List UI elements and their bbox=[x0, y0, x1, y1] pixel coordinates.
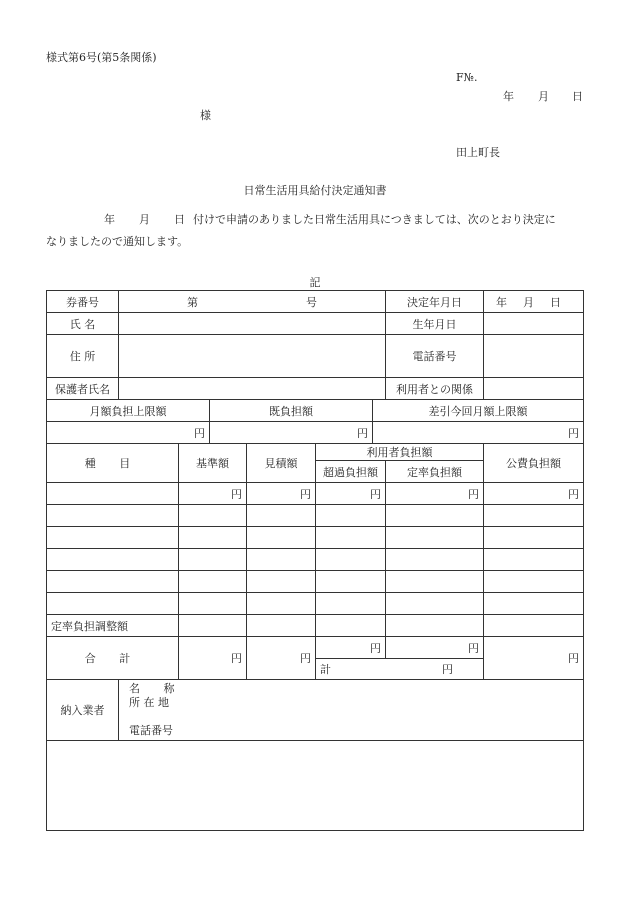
public-cell[interactable] bbox=[484, 505, 584, 527]
form-reference: 様式第6号(第5条関係) bbox=[46, 51, 157, 64]
guardian-value[interactable] bbox=[119, 378, 386, 400]
ticket-no-label: 券番号 bbox=[47, 291, 119, 313]
row-ticket bbox=[47, 291, 584, 313]
total-label: 合 計 bbox=[47, 637, 179, 680]
item-cell[interactable] bbox=[47, 527, 179, 549]
public-cell[interactable] bbox=[484, 549, 584, 571]
monthly-limit-value[interactable] bbox=[47, 422, 210, 444]
standard-cell[interactable] bbox=[179, 549, 247, 571]
decision-date-value[interactable] bbox=[484, 291, 584, 313]
yen: 円 bbox=[568, 426, 579, 440]
estimate-cell[interactable] bbox=[247, 593, 316, 615]
adjust-public[interactable] bbox=[484, 615, 584, 637]
public-cell[interactable]: 円 bbox=[484, 483, 584, 505]
header-date-month: 月 bbox=[538, 90, 549, 103]
ticket-no-value[interactable] bbox=[119, 291, 386, 313]
excess-cell[interactable]: 円 bbox=[316, 483, 386, 505]
header-date-year: 年 bbox=[503, 90, 514, 103]
fixed-rate-cell[interactable]: 円 bbox=[386, 483, 484, 505]
intro-text-line1: 付けで申請のありました日常生活用具につきましては、次のとおり決定に bbox=[193, 213, 556, 226]
row-notes bbox=[47, 741, 584, 831]
monthly-limit-label: 月額負担上限額 bbox=[47, 400, 210, 422]
estimate-label: 見積額 bbox=[247, 444, 316, 483]
item-cell[interactable] bbox=[47, 593, 179, 615]
row-adjust bbox=[47, 615, 584, 637]
fixed-rate-label: 定率負担額 bbox=[386, 461, 484, 483]
excess-cell[interactable] bbox=[316, 571, 386, 593]
intro-text-line2: なりましたので通知します。 bbox=[46, 235, 189, 248]
public-cell[interactable] bbox=[484, 593, 584, 615]
total-estimate[interactable]: 円 bbox=[247, 637, 316, 680]
adjust-label: 定率負担調整額 bbox=[47, 615, 179, 637]
item-row bbox=[47, 571, 584, 593]
address-value[interactable] bbox=[119, 335, 386, 378]
excess-label: 超過負担額 bbox=[316, 461, 386, 483]
vendor-address-label: 所 在 地 bbox=[129, 696, 169, 709]
excess-cell[interactable] bbox=[316, 505, 386, 527]
public-cell[interactable] bbox=[484, 571, 584, 593]
yen: 円 bbox=[357, 426, 368, 440]
address-label: 住 所 bbox=[47, 335, 119, 378]
item-cell[interactable] bbox=[47, 505, 179, 527]
relation-value[interactable] bbox=[484, 378, 584, 400]
fixed-rate-cell[interactable] bbox=[386, 505, 484, 527]
estimate-cell[interactable] bbox=[247, 571, 316, 593]
birth-value[interactable] bbox=[484, 313, 584, 335]
yen: 円 bbox=[194, 426, 205, 440]
item-row bbox=[47, 483, 584, 505]
row-address bbox=[47, 335, 584, 378]
standard-cell[interactable]: 円 bbox=[179, 483, 247, 505]
issuer: 田上町長 bbox=[456, 146, 500, 159]
fixed-rate-cell[interactable] bbox=[386, 593, 484, 615]
name-value[interactable] bbox=[119, 313, 386, 335]
fixed-rate-cell[interactable] bbox=[386, 549, 484, 571]
item-cell[interactable] bbox=[47, 549, 179, 571]
ki-label: 記 bbox=[309, 276, 321, 289]
estimate-cell[interactable] bbox=[247, 549, 316, 571]
item-cell[interactable] bbox=[47, 483, 179, 505]
intro-paragraph bbox=[46, 209, 586, 253]
dai: 第 bbox=[187, 295, 198, 309]
dec-month: 月 bbox=[523, 295, 534, 309]
remaining-limit-label: 差引今回月額上限額 bbox=[373, 400, 584, 422]
adjust-fixed[interactable] bbox=[386, 615, 484, 637]
excess-cell[interactable] bbox=[316, 549, 386, 571]
decision-form-table bbox=[46, 290, 584, 831]
total-public[interactable]: 円 bbox=[484, 637, 584, 680]
public-burden-label: 公費負担額 bbox=[484, 444, 584, 483]
existing-burden-label: 既負担額 bbox=[210, 400, 373, 422]
row-name bbox=[47, 313, 584, 335]
intro-year: 年 bbox=[104, 213, 115, 226]
guardian-label: 保護者氏名 bbox=[47, 378, 119, 400]
standard-cell[interactable] bbox=[179, 505, 247, 527]
yen: 円 bbox=[442, 663, 453, 676]
row-vendor bbox=[47, 680, 584, 741]
fixed-rate-cell[interactable] bbox=[386, 527, 484, 549]
adjust-standard[interactable] bbox=[179, 615, 247, 637]
vendor-label: 納入業者 bbox=[47, 680, 119, 741]
phone-value[interactable] bbox=[484, 335, 584, 378]
total-fixed[interactable]: 円 bbox=[386, 637, 484, 659]
row-limits-head bbox=[47, 400, 584, 422]
estimate-cell[interactable] bbox=[247, 527, 316, 549]
public-cell[interactable] bbox=[484, 527, 584, 549]
header-date-day: 日 bbox=[572, 90, 583, 103]
decision-date-label: 決定年月日 bbox=[386, 291, 484, 313]
document-title: 日常生活用具給付決定通知書 bbox=[243, 184, 387, 197]
total-excess[interactable]: 円 bbox=[316, 637, 386, 659]
standard-cell[interactable] bbox=[179, 527, 247, 549]
standard-cell[interactable] bbox=[179, 571, 247, 593]
item-label: 種 目 bbox=[47, 444, 179, 483]
intro-month: 月 bbox=[139, 213, 150, 226]
vendor-phone-label: 電話番号 bbox=[129, 724, 173, 737]
adjust-excess[interactable] bbox=[316, 615, 386, 637]
addressee-suffix: 様 bbox=[200, 109, 211, 122]
name-label: 氏 名 bbox=[47, 313, 119, 335]
kei-label: 計 bbox=[320, 663, 331, 676]
standard-cell[interactable] bbox=[179, 593, 247, 615]
birth-label: 生年月日 bbox=[386, 313, 484, 335]
item-row bbox=[47, 505, 584, 527]
item-row bbox=[47, 593, 584, 615]
phone-label: 電話番号 bbox=[386, 335, 484, 378]
item-cell[interactable] bbox=[47, 571, 179, 593]
excess-cell[interactable] bbox=[316, 527, 386, 549]
estimate-cell[interactable] bbox=[247, 505, 316, 527]
excess-cell[interactable] bbox=[316, 593, 386, 615]
intro-day: 日 bbox=[174, 213, 185, 226]
item-row bbox=[47, 549, 584, 571]
remaining-limit-value[interactable] bbox=[373, 422, 584, 444]
dec-year: 年 bbox=[496, 295, 507, 309]
existing-burden-value[interactable] bbox=[210, 422, 373, 444]
row-limits-values bbox=[47, 422, 584, 444]
total-standard[interactable]: 円 bbox=[179, 637, 247, 680]
item-row bbox=[47, 527, 584, 549]
vendor-details[interactable] bbox=[119, 680, 584, 741]
go: 号 bbox=[306, 295, 317, 309]
vendor-name-label: 名 称 bbox=[129, 682, 185, 695]
relation-label: 利用者との関係 bbox=[386, 378, 484, 400]
user-burden-label: 利用者負担額 bbox=[316, 444, 484, 461]
row-guardian bbox=[47, 378, 584, 400]
notes-area[interactable] bbox=[47, 741, 584, 831]
adjust-estimate[interactable] bbox=[247, 615, 316, 637]
row-items-head-1 bbox=[47, 444, 584, 461]
dec-day: 日 bbox=[550, 295, 561, 309]
document-number-label: F№. bbox=[456, 71, 478, 84]
fixed-rate-cell[interactable] bbox=[386, 571, 484, 593]
standard-label: 基準額 bbox=[179, 444, 247, 483]
estimate-cell[interactable]: 円 bbox=[247, 483, 316, 505]
row-total-1 bbox=[47, 637, 584, 659]
user-burden-sum[interactable] bbox=[316, 659, 484, 680]
